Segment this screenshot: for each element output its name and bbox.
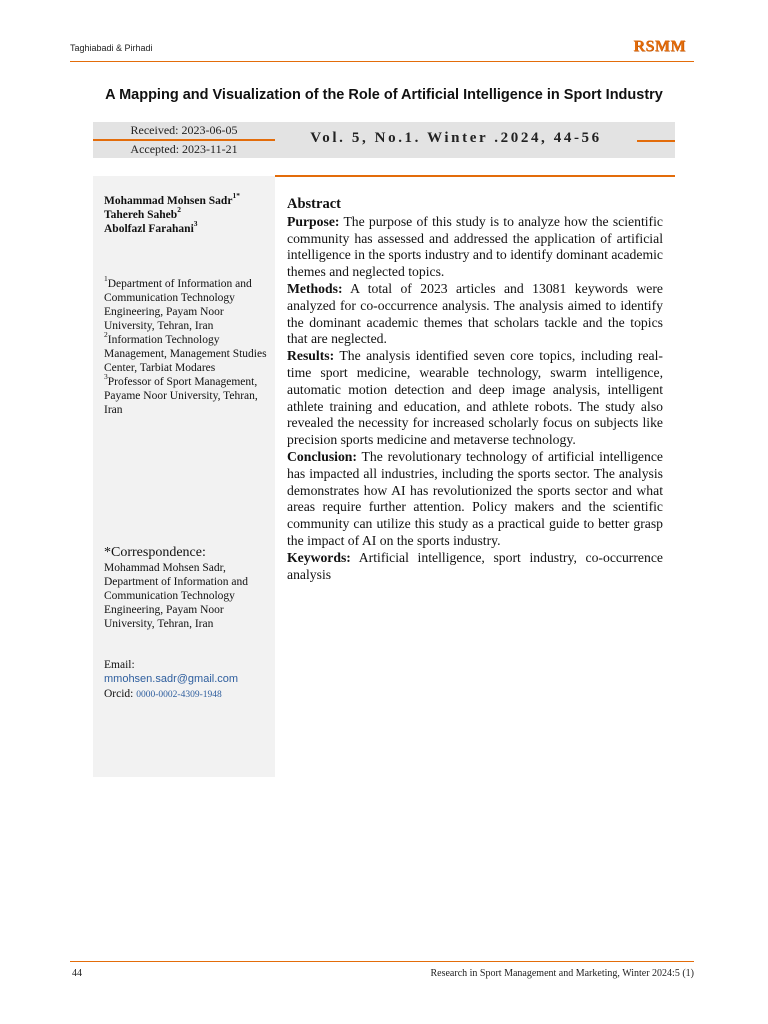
author-name: Abolfazl Farahani$^3$ [104, 219, 198, 235]
author-list [104, 191, 272, 236]
correspondence-address: Mohammad Mohsen Sadr, Department of Information and Communication Technology Engineering, Payam Noor University, Tehran, Iran [104, 562, 249, 630]
footer-divider [70, 961, 694, 962]
abstract-heading: Abstract [287, 196, 341, 212]
email-link[interactable]: mmohsen.sadr@gmail.com [104, 673, 239, 685]
paper-title: A Mapping and Visualization of the Role of Artificial Intelligence in Sport Industry [105, 87, 663, 103]
abstract-conclusion: Conclusion: The revolutionary technology of artificial intelligence has impacted all industries, including the sports sector. The analysis demonstrates how AI has revolutionized the sports sector and what areas require further attention. Policy makers and the scientific community can utilize this study as a practical guide to better grasp the impact of AI on the sports industry. [287, 448, 663, 548]
volume-accent-rule [637, 140, 675, 142]
orcid-link[interactable]: 0000-0002-4309-1948 [136, 690, 222, 700]
journal-citation: Research in Sport Management and Marketing, Winter 2024:5 (1) [430, 968, 694, 979]
accepted-date: Accepted: 2023-11-21 [130, 142, 238, 156]
publication-dates [93, 122, 275, 158]
received-date: Received: 2023-06-05 [130, 123, 238, 137]
affiliation: $^3$Professor of Sport Management, Payame Noor University, Tehran, Iran [104, 372, 258, 416]
email-label: Email: [104, 659, 135, 671]
affiliation: $^1$Department of Information and Communication Technology Engineering, Payam Noor University, Tehran, Iran [104, 274, 252, 332]
correspondence-heading: *Correspondence: [104, 545, 206, 560]
author-name: Tahereh Saheb$^2$ [104, 205, 181, 221]
abstract-top-rule [275, 175, 675, 177]
orcid-label: Orcid: [104, 688, 134, 700]
author-name: Mohammad Mohsen Sadr$^{1*}$ [104, 191, 240, 207]
abstract-keywords: Keywords: Artificial intelligence, sport industry, co-occurrence analysis [287, 549, 663, 582]
journal-logo: RSMM [633, 38, 686, 55]
page-number: 44 [72, 968, 82, 979]
abstract-purpose: Purpose: The purpose of this study is to analyze how the scientific community has assessed and addressed the application of artificial intelligence in the sports industry and to identify dominant academic themes and neglected topics. [287, 213, 663, 280]
affiliation-list [104, 274, 270, 417]
volume-info: Vol. 5, No.1. Winter .2024, 44-56 [310, 130, 602, 146]
orcid-line [104, 688, 222, 700]
abstract [287, 196, 663, 583]
header-divider [70, 61, 694, 62]
abstract-results: Results: The analysis identified seven core topics, including real-time sport medicine, wearable technology, swarm intelligence, automatic motion detection and deep image analysis, intelligent athlete training and education, and athlete robots. The study also revealed the necessity for increased scholarly focus on subjects like precision sports medicine and metaverse technology. [287, 348, 663, 448]
running-head: Taghiabadi & Pirhadi [70, 43, 153, 53]
author-sidebar [93, 176, 275, 777]
dates-divider [93, 139, 275, 141]
affiliation: $^2$Information Technology Management, Management Studies Center, Tarbiat Modares [104, 330, 267, 374]
abstract-methods: Methods: A total of 2023 articles and 13081 keywords were analyzed for co-occurrence analysis. The analysis aimed to identify the dominant academic themes that scholars tackle and the topics that are neglected. [287, 280, 663, 347]
